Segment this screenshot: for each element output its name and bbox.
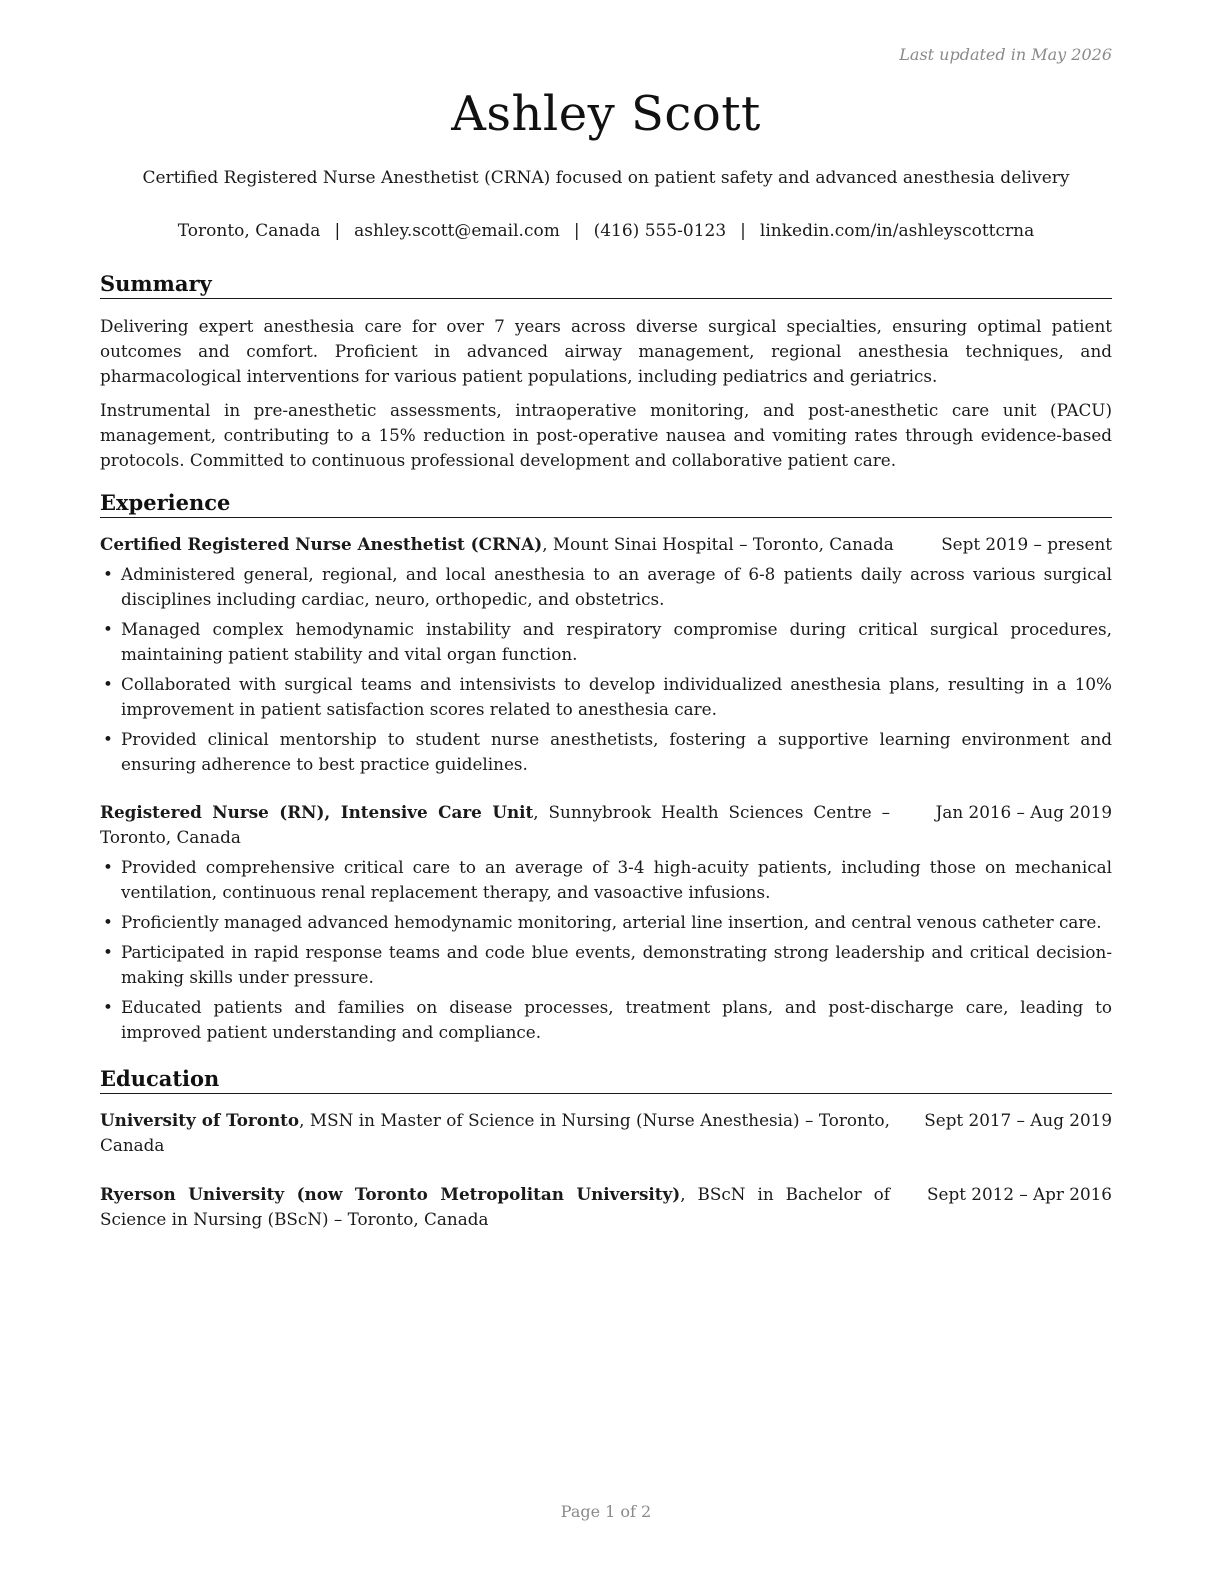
page-number: Page 1 of 2 bbox=[560, 1502, 652, 1521]
section-title-education: Education bbox=[100, 1066, 1112, 1094]
education-entry bbox=[100, 1108, 1112, 1158]
school-name: University of Toronto bbox=[100, 1110, 300, 1130]
bullet-item: • Provided clinical mentorship to student nurse anesthetists, fostering a supportive learning environment and ensuring adherence to best practice guidelines. bbox=[100, 727, 1112, 777]
section-title-summary: Summary bbox=[100, 271, 1112, 299]
bullet-item: • Administered general, regional, and local anesthesia to an average of 6-8 patients daily across various surgical disciplines including cardiac, neuro, orthopedic, and obstetrics. bbox=[100, 562, 1112, 612]
contact-email[interactable]: ashley.scott@email.com bbox=[354, 221, 560, 241]
job-role: Registered Nurse (RN), Intensive Care Unit bbox=[100, 802, 534, 822]
last-updated: Last updated in May 2026 bbox=[899, 45, 1112, 64]
headline: Certified Registered Nurse Anesthetist (CRNA) focused on patient safety and advanced anesthesia delivery bbox=[142, 168, 1070, 188]
education-entry bbox=[100, 1182, 1112, 1232]
bullet-item: • Proficiently managed advanced hemodynamic monitoring, arterial line insertion, and central venous catheter care. bbox=[100, 910, 1112, 935]
bullet-item: • Provided comprehensive critical care to an average of 3-4 high-acuity patients, including those on mechanical ventilation, continuous renal replacement therapy, and vasoactive infusions. bbox=[100, 855, 1112, 905]
candidate-name: Ashley Scott bbox=[451, 86, 761, 142]
contact-location: Toronto, Canada bbox=[177, 221, 321, 241]
school-dates: Sept 2017 – Aug 2019 bbox=[924, 1110, 1112, 1130]
contact-separator: | bbox=[740, 221, 746, 241]
job-header bbox=[100, 532, 1112, 557]
contact-separator: | bbox=[334, 221, 341, 241]
job-org: , Mount Sinai Hospital – Toronto, Canada bbox=[542, 534, 894, 554]
job-bullets bbox=[100, 562, 1112, 782]
summary-paragraph: Instrumental in pre-anesthetic assessments, intraoperative monitoring, and post-anesthetic care unit (PACU) management, contributing to a 15% reduction in post-operative nausea and vomiting rates through evidence-based protocols. Committed to continuous professional development and collaborative patient care. bbox=[100, 400, 1112, 470]
job-dates: Jan 2016 – Aug 2019 bbox=[935, 802, 1112, 822]
bullet-item: • Participated in rapid response teams and code blue events, demonstrating strong leadership and critical decision-making skills under pressure. bbox=[100, 940, 1112, 990]
school-name: Ryerson University (now Toronto Metropolitan University) bbox=[100, 1184, 681, 1204]
bullet-item: • Managed complex hemodynamic instability and respiratory compromise during critical surgical procedures, maintaining patient stability and vital organ function. bbox=[100, 617, 1112, 667]
resume-page bbox=[100, 0, 1112, 1584]
bullet-item: • Collaborated with surgical teams and intensivists to develop individualized anesthesia plans, resulting in a 10% improvement in patient satisfaction scores related to anesthesia care. bbox=[100, 672, 1112, 722]
section-title-experience: Experience bbox=[100, 490, 1112, 518]
job-role: Certified Registered Nurse Anesthetist (CRNA) bbox=[100, 534, 543, 554]
job-org: , Sunnybrook Health Sciences Centre – Toronto, Canada bbox=[100, 802, 890, 847]
job-dates: Sept 2019 – present bbox=[941, 534, 1112, 554]
contact-line bbox=[100, 221, 1112, 241]
contact-separator: | bbox=[573, 221, 580, 241]
school-dates: Sept 2012 – Apr 2016 bbox=[927, 1184, 1112, 1204]
job-bullets bbox=[100, 855, 1112, 1050]
school-degree: , MSN in Master of Science in Nursing (Nurse Anesthesia) – Toronto, Canada bbox=[100, 1110, 890, 1155]
job-header bbox=[100, 800, 1112, 850]
summary-paragraph: Delivering expert anesthesia care for over 7 years across diverse surgical specialties, ensuring optimal patient outcomes and comfort. Proficient in advanced airway management, regional anesthesia techniques, and pharmacological interventions for various patient populations, including pediatrics and geriatrics. bbox=[100, 316, 1112, 386]
contact-linkedin[interactable]: linkedin.com/in/ashleyscottcrna bbox=[759, 221, 1035, 241]
school-degree: , BScN in Bachelor of Science in Nursing (BScN) – Toronto, Canada bbox=[100, 1184, 890, 1229]
bullet-item: • Educated patients and families on disease processes, treatment plans, and post-discharge care, leading to improved patient understanding and compliance. bbox=[100, 995, 1112, 1045]
contact-phone: (416) 555-0123 bbox=[593, 221, 727, 241]
